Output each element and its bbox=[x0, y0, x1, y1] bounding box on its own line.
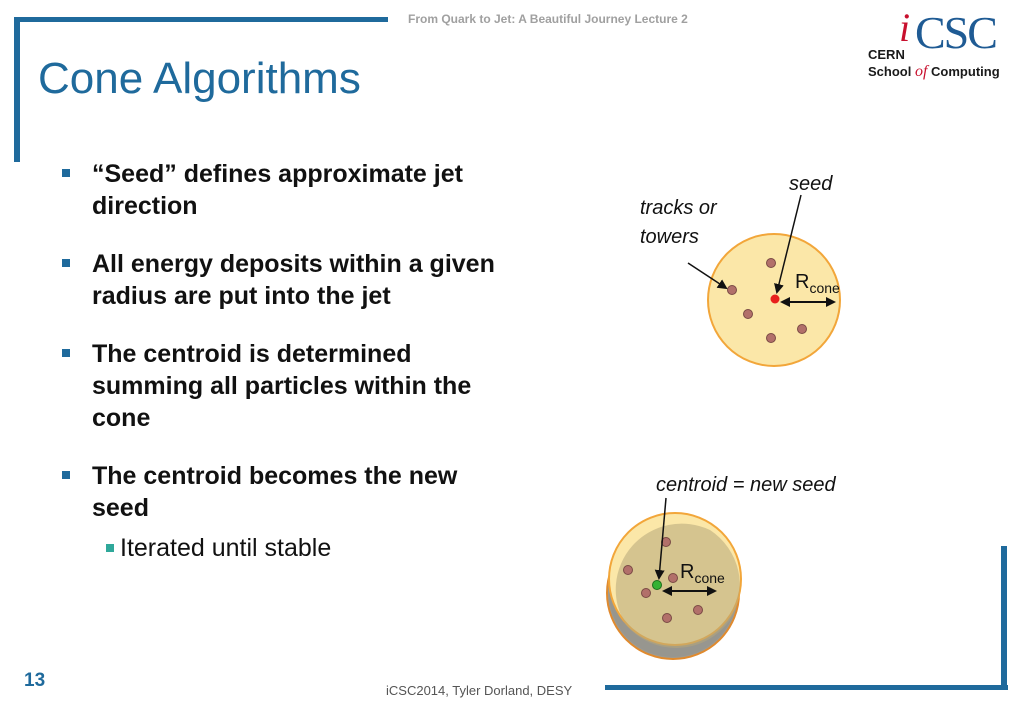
particle bbox=[728, 286, 737, 295]
particle bbox=[663, 614, 672, 623]
particle bbox=[767, 334, 776, 343]
particle bbox=[669, 574, 678, 583]
tracks-label-line2: towers bbox=[640, 226, 699, 248]
bullet-square-icon bbox=[62, 169, 70, 177]
particle bbox=[694, 606, 703, 615]
left-rule bbox=[14, 17, 20, 162]
r-cone-label-bottom bbox=[680, 561, 725, 586]
logo-of-word: of bbox=[914, 63, 928, 80]
particle bbox=[642, 589, 651, 598]
bullet-text: All energy deposits within a given radius are put into the jet bbox=[92, 250, 495, 310]
top-rule bbox=[14, 17, 388, 22]
centroid-label: centroid = new seed bbox=[656, 474, 836, 496]
bottom-rule bbox=[605, 685, 1008, 690]
bullet-square-icon bbox=[62, 471, 70, 479]
cone-diagram bbox=[560, 160, 920, 670]
sub-bullet-square-icon bbox=[106, 544, 114, 552]
r-symbol: R bbox=[680, 561, 695, 583]
logo-computing-word: Computing bbox=[931, 64, 1000, 79]
particle bbox=[744, 310, 753, 319]
bullet-square-icon bbox=[62, 259, 70, 267]
bullet-square-icon bbox=[62, 349, 70, 357]
r-symbol: R bbox=[795, 271, 810, 293]
logo-i: i bbox=[899, 5, 911, 50]
tracks-label-line1: tracks or bbox=[640, 197, 717, 219]
lecture-header: From Quark to Jet: A Beautiful Journey Lecture 2 bbox=[408, 12, 688, 26]
sub-bullet-list bbox=[92, 532, 510, 564]
bullet-text: The centroid becomes the new seed bbox=[92, 462, 458, 522]
centroid-point bbox=[653, 581, 662, 590]
particle bbox=[767, 259, 776, 268]
particle bbox=[798, 325, 807, 334]
slide-title: Cone Algorithms bbox=[38, 54, 361, 103]
particle bbox=[624, 566, 633, 575]
logo-school-word: School bbox=[868, 64, 912, 79]
r-subscript: cone bbox=[694, 570, 725, 586]
bullet-item bbox=[60, 338, 510, 434]
bullet-item bbox=[60, 248, 510, 312]
bullet-text: “Seed” defines approximate jet direction bbox=[92, 160, 463, 220]
bullet-list bbox=[60, 158, 510, 564]
bullet-text: The centroid is determined summing all particles within the cone bbox=[92, 340, 472, 432]
logo-school-of-computing bbox=[868, 63, 1000, 81]
sub-bullet-item bbox=[92, 532, 510, 564]
footer-credit: iCSC2014, Tyler Dorland, DESY bbox=[386, 683, 573, 698]
r-cone-label-top bbox=[795, 271, 840, 296]
right-rule bbox=[1001, 546, 1007, 690]
bullet-item bbox=[60, 158, 510, 222]
logo-csc: CSC bbox=[915, 7, 996, 58]
seed-point bbox=[771, 295, 780, 304]
r-subscript: cone bbox=[809, 280, 840, 296]
logo-cern: CERN bbox=[868, 47, 905, 62]
page-number: 13 bbox=[24, 670, 46, 691]
bullet-item bbox=[60, 460, 510, 564]
sub-bullet-text: Iterated until stable bbox=[120, 534, 332, 562]
seed-label: seed bbox=[789, 173, 833, 195]
